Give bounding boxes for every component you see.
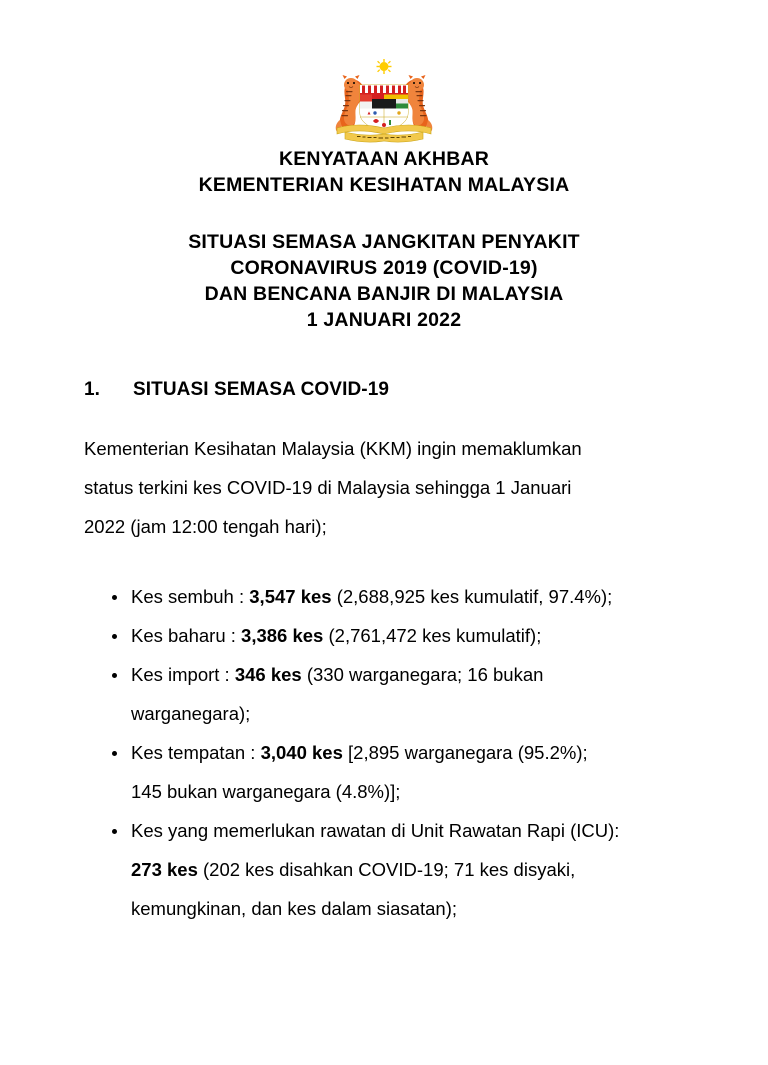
emblem-container bbox=[0, 58, 768, 144]
press-statement-title bbox=[0, 146, 768, 198]
bullet-line-continued: kemungkinan, dan kes dalam siasatan); bbox=[131, 898, 457, 919]
bullet-detail: (2,688,925 kes kumulatif, 97.4%); bbox=[331, 586, 613, 607]
list-item bbox=[84, 577, 698, 616]
list-item bbox=[84, 811, 698, 928]
title-line-1: KENYATAAN AKHBAR bbox=[278, 148, 490, 170]
bullet-line-main bbox=[131, 655, 698, 694]
bullet-value: 3,547 kes bbox=[249, 586, 332, 607]
intro-line-2: status terkini kes COVID-19 di Malaysia sehingga 1 Januari bbox=[84, 477, 572, 498]
list-item bbox=[84, 655, 698, 733]
section-title: SITUASI SEMASA COVID-19 bbox=[133, 379, 390, 400]
bullet-label: Kes baharu : bbox=[131, 625, 242, 646]
bullet-detail: (2,761,472 kes kumulatif); bbox=[323, 625, 542, 646]
bullet-detail: (202 kes disahkan COVID-19; 71 kes disyaki, bbox=[197, 859, 576, 880]
title-line-2: KEMENTERIAN KESIHATAN MALAYSIA bbox=[198, 174, 570, 196]
bullet-line-main bbox=[131, 850, 698, 889]
bullet-label: Kes yang memerlukan rawatan di Unit Rawatan Rapi (ICU): bbox=[131, 820, 620, 841]
bullet-label: Kes import : bbox=[131, 664, 235, 685]
bullet-line-main bbox=[131, 616, 698, 655]
bullet-label: Kes sembuh : bbox=[131, 586, 250, 607]
intro-line-1: Kementerian Kesihatan Malaysia (KKM) ingin memaklumkan bbox=[84, 438, 582, 459]
shield bbox=[360, 85, 408, 132]
section-number: 1. bbox=[84, 379, 101, 400]
list-item bbox=[84, 616, 698, 655]
statistics-list bbox=[84, 577, 698, 928]
bullet-line-continued: warganegara); bbox=[131, 703, 251, 724]
title-line-3: SITUASI SEMASA JANGKITAN PENYAKIT bbox=[188, 231, 580, 253]
bullet-value: 3,040 kes bbox=[260, 742, 343, 763]
bullet-line-continued: 145 bukan warganegara (4.8%)]; bbox=[131, 781, 401, 802]
bullet-detail: [2,895 warganegara (95.2%); bbox=[342, 742, 588, 763]
title-line-5: DAN BENCANA BANJIR DI MALAYSIA bbox=[204, 283, 564, 305]
intro-line-3: 2022 (jam 12:00 tengah hari); bbox=[84, 516, 327, 537]
subject-title bbox=[0, 229, 768, 333]
malaysia-coat-of-arms-icon bbox=[323, 58, 445, 144]
section-heading bbox=[84, 379, 698, 401]
bullet-label: Kes tempatan : bbox=[131, 742, 261, 763]
list-item bbox=[84, 733, 698, 811]
bullet-value: 346 kes bbox=[234, 664, 302, 685]
title-line-4: CORONAVIRUS 2019 (COVID-19) bbox=[230, 257, 538, 279]
bullet-detail: (330 warganegara; 16 bukan bbox=[301, 664, 544, 685]
intro-paragraph bbox=[84, 429, 698, 546]
bullet-line-main bbox=[131, 733, 698, 772]
bullet-line-main bbox=[131, 577, 698, 616]
bullet-value: 273 kes bbox=[131, 859, 198, 880]
bullet-value: 3,386 kes bbox=[241, 625, 324, 646]
title-date: 1 JANUARI 2022 bbox=[306, 309, 462, 331]
